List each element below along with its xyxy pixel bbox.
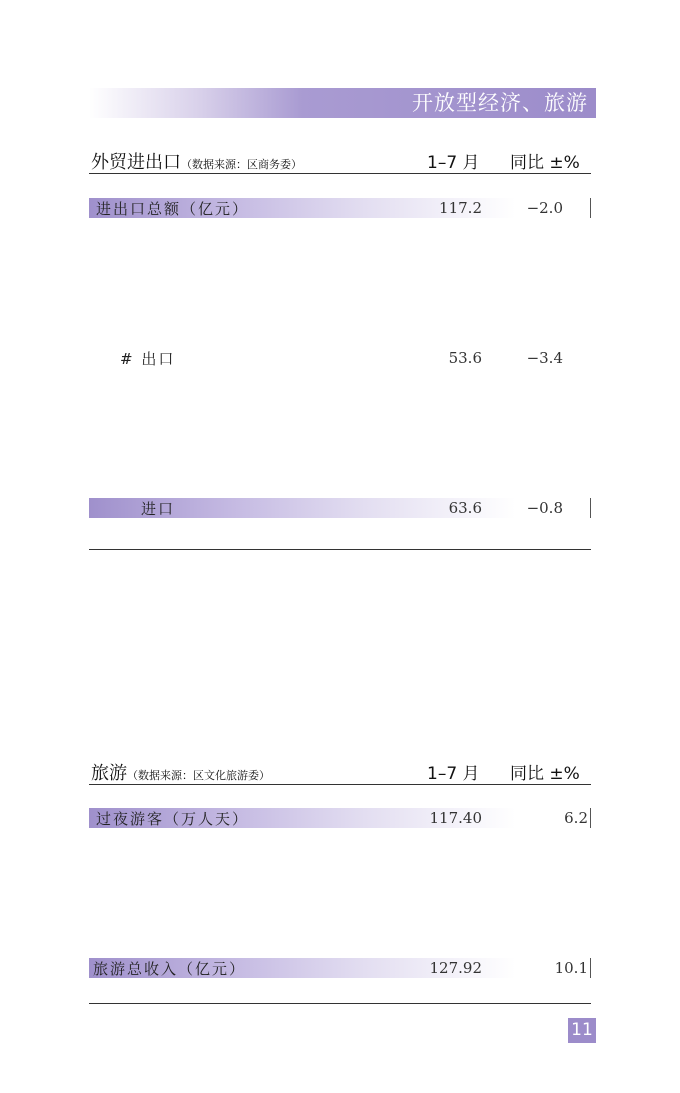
tourism-title: 旅游 (91, 763, 127, 784)
tourism-row-visitors-label: 过夜游客（万人天） (96, 810, 250, 828)
tourism-row-visitors-value: 117.40 (429, 809, 482, 827)
trade-col-change: 同比 ±% (510, 153, 580, 173)
tourism-row-revenue-label: 旅游总收入（亿元） (93, 960, 247, 978)
tourism-row-revenue-value: 127.92 (429, 959, 482, 977)
trade-title: 外贸进出口 (91, 152, 181, 173)
trade-header-rule (89, 173, 591, 174)
tourism-row-visitors-change: 6.2 (564, 809, 588, 827)
row-tick (590, 198, 591, 218)
page-number: 11 (568, 1018, 596, 1043)
trade-row-total-label: 进出口总额（亿元） (96, 200, 250, 218)
tourism-footer-rule (89, 1003, 591, 1004)
trade-row-import-change: −0.8 (526, 499, 563, 517)
row-tick (590, 808, 591, 828)
tourism-source: （数据来源：区文化旅游委） (127, 769, 270, 782)
trade-section-title (91, 148, 302, 174)
tourism-header-rule (89, 784, 591, 785)
trade-footer-rule (89, 549, 591, 550)
trade-col-period: 1–7 月 (427, 153, 480, 173)
tourism-row-revenue-change: 10.1 (554, 959, 588, 977)
trade-row-import-value: 63.6 (448, 499, 482, 517)
trade-row-total-value: 117.2 (439, 199, 482, 217)
trade-row-import-label: 进口 (141, 500, 176, 518)
tourism-section-title (91, 759, 270, 785)
row-tick (590, 958, 591, 978)
tourism-col-change: 同比 ±% (510, 764, 580, 784)
trade-row-export-label: # 出口 (120, 350, 176, 368)
row-tick (590, 498, 591, 518)
banner-title: 开放型经济、旅游 (412, 91, 588, 115)
trade-source: （数据来源：区商务委） (181, 158, 302, 171)
trade-row-total-change: −2.0 (526, 199, 563, 217)
tourism-col-period: 1–7 月 (427, 764, 480, 784)
section-banner (89, 88, 596, 118)
trade-row-export-change: −3.4 (526, 349, 563, 367)
trade-row-export-value: 53.6 (448, 349, 482, 367)
